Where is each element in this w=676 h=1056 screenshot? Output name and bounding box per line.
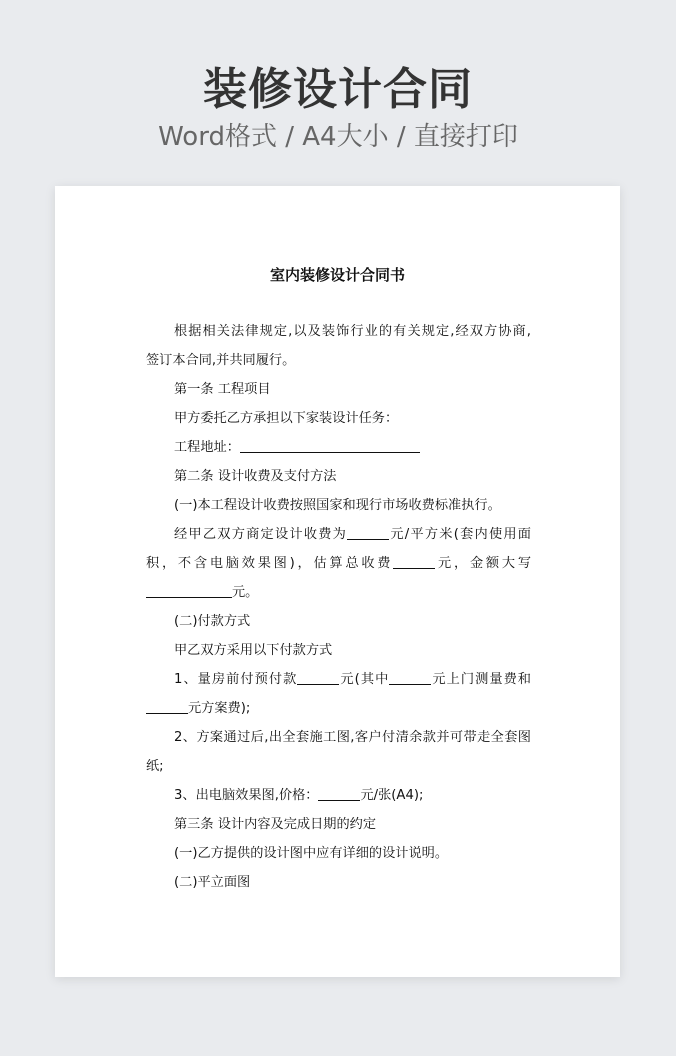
payment-3-blank — [318, 786, 360, 801]
payment-1-line — [146, 665, 531, 694]
content-1: (一)乙方提供的设计图中应有详细的设计说明。 — [174, 846, 449, 861]
address-label: 工程地址： — [174, 440, 240, 455]
paragraph-intro-line-2: 签订本合同,并共同履行。 — [146, 353, 296, 368]
fee-words-line — [146, 578, 531, 607]
payment-3-text: 3、出电脑效果图,价格： — [174, 788, 319, 803]
payment-1-text: 1、量房前付预付款 — [174, 672, 298, 687]
payment-1-blank-b — [389, 670, 431, 685]
payment-1-text-c: 元上门测量费和 — [431, 672, 531, 687]
article-2-heading: 第二条 设计收费及支付方法 — [174, 469, 337, 484]
article-3-heading: 第三条 设计内容及完成日期的约定 — [174, 817, 377, 832]
fee-rate-unit: 元/平方米(套内使用面 — [389, 527, 531, 542]
payment-1-text-b: 元(其中 — [339, 672, 390, 687]
payment-2-line-1: 2、方案通过后,出全套施工图,客户付清余款并可带走全套图 — [174, 730, 531, 745]
payment-3-line — [146, 781, 531, 810]
payment-1-text-d: 元方案费); — [188, 701, 251, 716]
banner-subtitle: Word格式 / A4大小 / 直接打印 — [158, 122, 518, 152]
content-2: (二)平立面图 — [174, 875, 251, 890]
banner — [0, 0, 676, 186]
banner-title: 装修设计合同 — [203, 64, 473, 115]
payment-1-line-2 — [146, 694, 531, 723]
payment-3-unit: 元/张(A4); — [360, 788, 424, 803]
article-1-heading: 第一条 工程项目 — [174, 382, 271, 397]
fee-rate-line — [146, 520, 531, 549]
paragraph-intro-line-1: 根据相关法律规定,以及装饰行业的有关规定,经双方协商, — [174, 324, 531, 339]
fee-words-blank — [146, 583, 232, 598]
address-line — [146, 433, 531, 462]
fee-rate-blank — [347, 525, 389, 540]
fee-total-blank — [393, 554, 435, 569]
fee-amount-words-label: 元，金额大写 — [435, 556, 532, 571]
payment-1-blank-a — [297, 670, 339, 685]
payment-1-blank-c — [146, 699, 188, 714]
payment-2-line-2: 纸; — [146, 759, 164, 774]
fee-total-line — [146, 549, 531, 578]
fee-standard: (一)本工程设计收费按照国家和现行市场收费标准执行。 — [174, 498, 501, 513]
fee-words-unit: 元。 — [232, 585, 259, 600]
payment-intro: 甲乙双方采用以下付款方式 — [174, 643, 333, 658]
fee-total-text: 积，不含电脑效果图)，估算总收费 — [146, 556, 394, 571]
payment-heading: (二)付款方式 — [174, 614, 251, 629]
document-body — [146, 317, 531, 897]
address-blank — [240, 438, 420, 453]
document-title: 室内装修设计合同书 — [269, 266, 405, 284]
document-page — [55, 186, 620, 977]
fee-rate-text: 经甲乙双方商定设计收费为 — [174, 527, 348, 542]
entrust-text: 甲方委托乙方承担以下家装设计任务： — [174, 411, 399, 426]
